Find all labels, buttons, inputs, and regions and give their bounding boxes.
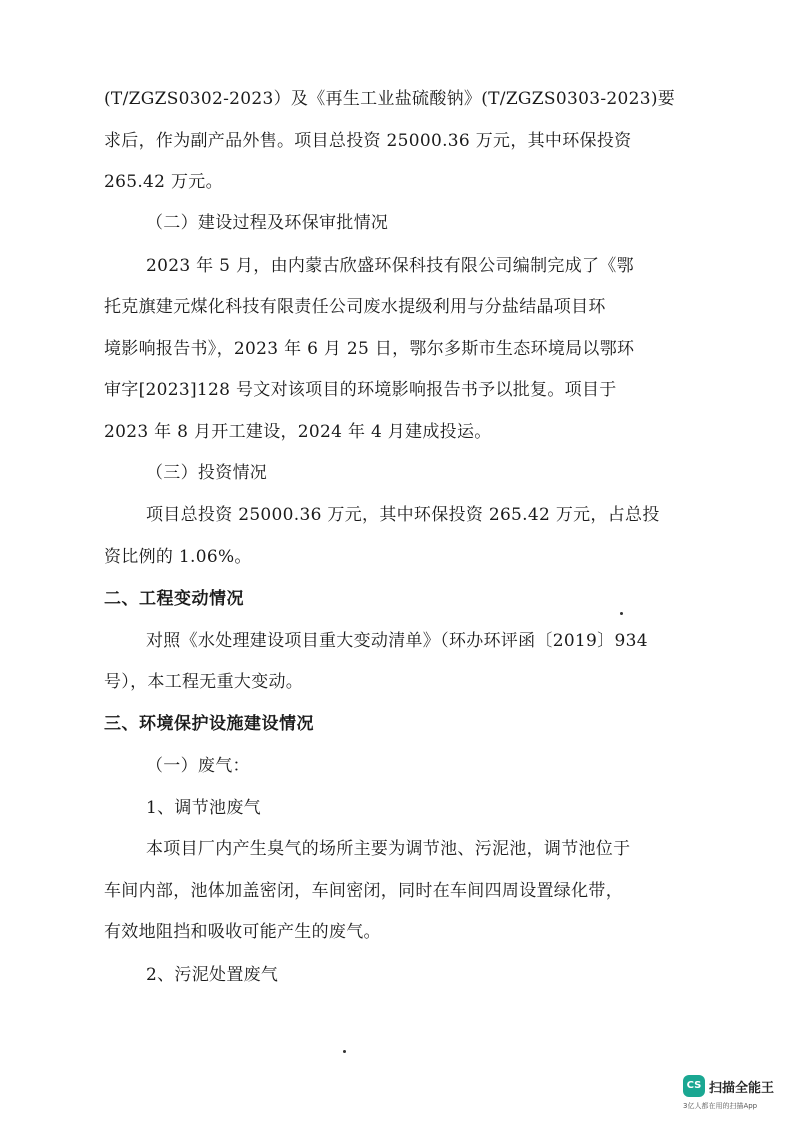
paragraph-line: 265.42 万元。 xyxy=(104,172,223,192)
paragraph-line: (T/ZGZS0302-2023）及《再生工业盐硫酸钠》(T/ZGZS0303-2023)要 xyxy=(104,89,676,109)
watermark-tagline: 3亿人都在用的扫描App xyxy=(683,1102,758,1110)
section-heading: 二、工程变动情况 xyxy=(104,589,244,609)
paragraph-line: 托克旗建元煤化科技有限责任公司废水提级利用与分盐结晶项目环 xyxy=(104,297,606,317)
section-subheading: （三）投资情况 xyxy=(146,463,268,483)
camscanner-logo-icon: CS xyxy=(683,1075,705,1097)
paragraph-line: 号），本工程无重大变动。 xyxy=(104,672,304,692)
item-heading: 1、调节池废气 xyxy=(146,798,261,818)
section-subheading: （一）废气： xyxy=(146,756,250,776)
paragraph-line: 2023 年 8 月开工建设，2024 年 4 月建成投运。 xyxy=(104,422,492,442)
scanner-watermark xyxy=(683,1075,783,1115)
watermark-app-name: 扫描全能王 xyxy=(709,1081,775,1096)
scan-speck xyxy=(343,1050,346,1053)
paragraph-line: 项目总投资 25000.36 万元，其中环保投资 265.42 万元，占总投 xyxy=(146,505,660,525)
paragraph-line: 资比例的 1.06%。 xyxy=(104,547,252,567)
scan-speck xyxy=(620,612,623,615)
section-heading: 三、环境保护设施建设情况 xyxy=(104,714,314,734)
paragraph-line: 审字[2023]128 号文对该项目的环境影响报告书予以批复。项目于 xyxy=(104,380,617,400)
paragraph-line: 有效地阻挡和吸收可能产生的废气。 xyxy=(104,922,381,942)
paragraph-line: 对照《水处理建设项目重大变动清单》（环办环评函〔2019〕934 xyxy=(146,631,648,651)
item-heading: 2、污泥处置废气 xyxy=(146,965,279,985)
section-subheading: （二）建设过程及环保审批情况 xyxy=(146,213,389,233)
paragraph-line: 求后，作为副产品外售。项目总投资 25000.36 万元，其中环保投资 xyxy=(104,131,632,151)
paragraph-line: 2023 年 5 月，由内蒙古欣盛环保科技有限公司编制完成了《鄂 xyxy=(146,256,634,276)
paragraph-line: 本项目厂内产生臭气的场所主要为调节池、污泥池，调节池位于 xyxy=(146,839,631,859)
paragraph-line: 境影响报告书》，2023 年 6 月 25 日，鄂尔多斯市生态环境局以鄂环 xyxy=(104,339,635,359)
paragraph-line: 车间内部，池体加盖密闭，车间密闭，同时在车间四周设置绿化带， xyxy=(104,881,623,901)
